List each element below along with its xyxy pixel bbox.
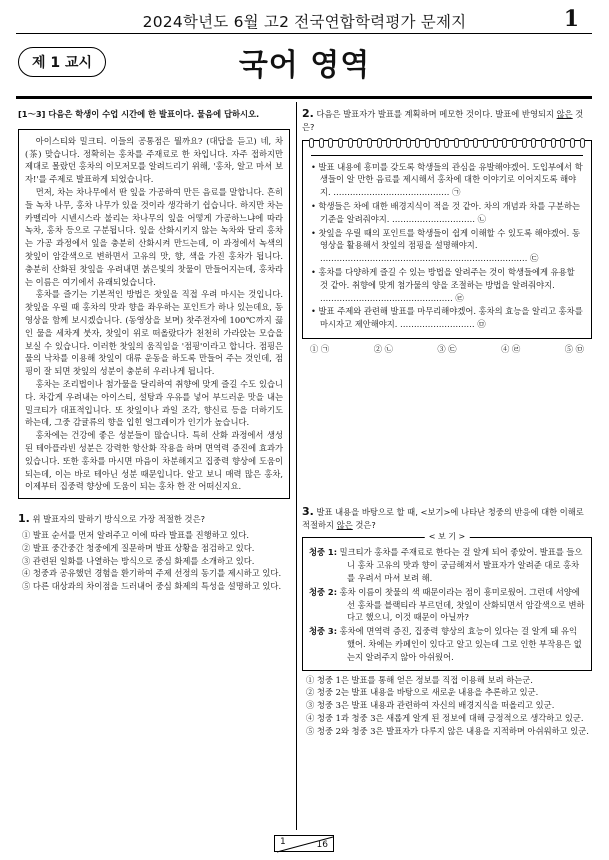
passage-box <box>18 129 290 499</box>
passage-paragraph: 홍차에는 건강에 좋은 성분들이 많습니다. 특히 산화 과정에서 생성된 테아플라빈 성분은 강력한 항산화 작용을 하며 면역력 증진에 효과가 있습니다. 또한 홍차를 마시면 마음이 차분해지고 집중력 향상에 도움이 되는데, 이는 바로 테아닌 성분 때문입니다. 알고 보니 매력 많은 홍차, 이제부터 집중력 향상에 도움이 되는 홍차 한 잔 어떠신지요. <box>25 430 283 492</box>
question-2-stem <box>302 108 592 134</box>
subject-title: 국어 영역 <box>238 48 371 83</box>
question-text: 것은? <box>302 109 584 132</box>
view-label: < 보 기 > <box>425 531 470 544</box>
left-column <box>18 108 290 593</box>
choice-2[interactable]: ② 청중 2는 발표 내용을 바탕으로 새로운 내용을 추론하고 있군. <box>306 687 539 698</box>
question-3 <box>302 506 592 738</box>
choice-3[interactable]: ③ 관련된 일화를 나열하는 방식으로 중심 화제를 소개하고 있다. <box>22 555 255 566</box>
question-text: 위 발표자의 말하기 방식으로 가장 적절한 것은? <box>32 514 205 525</box>
memo-content <box>311 155 583 331</box>
memo-item: • 찻잎을 우릴 때의 포인트를 학생들이 쉽게 이해할 수 있도록 해야겠어. 동영상을 활용해서 찻잎의 점핑을 설명해야지. ………………………………………………………………… ㉢ <box>311 227 580 264</box>
right-column <box>302 108 592 738</box>
choice-1[interactable]: ① 발표 순서를 먼저 알려주고 이에 따라 발표를 진행하고 있다. <box>22 529 250 540</box>
question-1-choices <box>18 529 290 593</box>
question-3-stem <box>302 506 592 532</box>
memo-item: • 학생들은 차에 대한 배경지식이 적을 것 같아. 차의 개념과 차를 구분하는 기준을 알려줘야지. ………………………… ㉡ <box>311 200 580 224</box>
audience-response: 청중 2: 홍차 이름이 찻물의 색 때문이라는 점이 흥미로웠어. 그런데 서양에선 홍차를 블랙티라 부르던데, 찻잎이 산화되면서 암갈색으로 변하다고 했으니, 이것 때문이 아닐까? <box>309 586 585 623</box>
choice-5[interactable]: ⑤ 청중 2와 청중 3은 발표자가 다루지 않은 내용을 지적하며 아쉬워하고 있군. <box>306 725 589 736</box>
question-text: 것은? <box>352 519 376 530</box>
column-divider <box>296 102 297 830</box>
passage-paragraph: 먼저, 차는 차나무에서 딴 잎을 가공하여 만든 음료를 말합니다. 흔히들 녹차 나무, 홍차 나무가 있을 것이라 생각하기 쉽습니다. 하지만 차는 카멜리아 시넨시스라 불리는 차나무의 잎을 어떻게 가공하느냐에 따라 녹차, 홍차 등으로 구분됩니다. 잎을 산화시키지 않는 녹차와 달리 홍차는 가공 과정에서 잎을 충분히 산화시켜 만드는데, 이 과정에서 녹색의 찻잎이 암갈색으로 변하면서 고유의 맛, 향, 색을 가진 홍차가 됩니다. 충분히 산화된 찻잎을 우려내면 붉은빛의 찻물이 만들어지는데, 홍차라는 이름은 여기에서 유래되었습니다. <box>25 186 283 287</box>
choice-1[interactable]: ① ㉠ <box>310 343 330 354</box>
spiral-binding-icon <box>309 138 585 148</box>
underlined-word: 않은 <box>556 109 573 119</box>
underlined-word: 않은 <box>336 519 353 530</box>
page-number: 1 <box>563 6 579 32</box>
audience-response: 청중 3: 홍차에 면역력 증진, 집중력 향상의 효능이 있다는 걸 알게 돼 유익했어. 차에는 카페인이 있다고 알고 있는데 그로 인한 부작용은 없는지 알려주지 않아 아쉬웠어. <box>309 626 582 662</box>
memo-marker: ㉢ <box>530 253 539 264</box>
choice-4[interactable]: ④ ㉣ <box>501 343 521 354</box>
memo-item: • 발표 내용에 흥미를 갖도록 학생들의 관심을 유발해야겠어. 도입부에서 학생들이 알 만한 음료를 제시해서 홍차에 대한 이야기로 이어지도록 해야지. …………………………………… ㉠ <box>311 161 583 198</box>
choice-2[interactable]: ② 발표 중간중간 청중에게 질문하며 발표 상황을 점검하고 있다. <box>22 542 255 553</box>
set-instruction: [1～3] 다음은 학생이 수업 시간에 한 발표이다. 물음에 답하시오. <box>18 109 260 119</box>
current-page: 1 <box>280 837 286 847</box>
choice-5[interactable]: ⑤ 다른 대상과의 차이점을 드러내어 중심 화제의 특성을 설명하고 있다. <box>22 581 282 592</box>
choice-4[interactable]: ④ 청중 1과 청중 3은 새롭게 알게 된 정보에 대해 긍정적으로 생각하고 있군. <box>306 712 584 723</box>
memo-marker: ㉣ <box>455 292 464 303</box>
memo-marker: ㉡ <box>477 213 486 224</box>
choice-3[interactable]: ③ ㉢ <box>437 343 457 354</box>
question-1 <box>18 513 290 593</box>
view-box <box>302 532 592 670</box>
exam-title: 2024학년도 6월 고2 전국연합학력평가 문제지 <box>142 13 467 31</box>
title-divider <box>16 96 592 99</box>
choice-1[interactable]: ① 청중 1은 발표를 통해 얻은 정보를 직접 이용해 보려 하는군. <box>306 674 533 685</box>
question-number: 3. <box>302 504 314 518</box>
choice-4[interactable]: ④ 청중과 공유했던 경험을 환기하여 주제 선정의 동기를 제시하고 있다. <box>22 568 282 579</box>
passage-paragraph: 아이스티와 밀크티. 이들의 공통점은 뭘까요? (대답을 듣고) 네, 차(茶) 맞습니다. 정확히는 홍차를 주재료로 한 차입니다. 자주 접하지만 제대로 몰랐던 홍차의 이모저모를 알려드리기 위해, '홍차, 알고 마셔 보자!'를 주제로 발표하게 되었습니다. <box>25 135 283 185</box>
total-pages: 16 <box>316 840 328 850</box>
memo-notebook <box>302 140 592 339</box>
memo-marker: ㉠ <box>452 187 461 198</box>
audience-response: 청중 1: 밀크티가 홍차를 주재료로 한다는 걸 알게 되어 좋았어. 발표를 들으니 홍차 고유의 맛과 향이 궁금해져서 발표자가 알려준 대로 홍차를 우려서 마셔 보려 해. <box>309 547 583 583</box>
question-1-stem <box>18 513 290 526</box>
session-badge: 제 1 교시 <box>18 47 106 77</box>
memo-item: • 홍차를 다양하게 즐길 수 있는 방법을 알려주는 것이 학생들에게 유용할 것 같아. 취향에 맞게 첨가물의 양을 조절하는 방법을 알려줘야지. ………………………………………… ㉣ <box>311 266 575 303</box>
question-text: 다음은 발표자가 발표를 계획하며 메모한 것이다. 발표에 반영되지 <box>316 109 557 119</box>
question-number: 1. <box>18 512 30 526</box>
question-number: 2. <box>302 107 314 120</box>
page-indicator <box>274 835 334 852</box>
choice-2[interactable]: ② ㉡ <box>373 343 393 354</box>
memo-marker: ㉤ <box>477 319 486 330</box>
choice-3[interactable]: ③ 청중 3은 발표 내용과 관련하여 자신의 배경지식을 떠올리고 있군. <box>306 700 555 711</box>
question-text: 발표 내용을 바탕으로 할 때, <보기>에 나타난 청중의 반응에 대한 이해로 적절하지 <box>302 506 584 530</box>
header-divider <box>16 33 592 34</box>
question-3-choices <box>302 674 592 738</box>
memo-item: • 발표 주제와 관련해 발표를 마무리해야겠어. 홍차의 효능을 알리고 홍차를 마시자고 제안해야지. ……………………… ㉤ <box>311 306 583 330</box>
passage-paragraph: 홍차는 조리법이나 첨가물을 달리하여 취향에 맞게 즐길 수도 있습니다. 차갑게 우려내는 아이스티, 설탕과 우유를 넣어 부드러운 맛을 내는 밀크티가 대표적입니다. 또 찻잎이나 과일 조각, 향신료 등을 더하기도 하는데, 그중 감귤류의 향을 입힌 얼그레이가 인기가 높습니다. <box>25 378 283 428</box>
question-2 <box>302 108 592 356</box>
choice-5[interactable]: ⑤ ㉤ <box>564 343 584 354</box>
question-2-choices <box>302 343 592 356</box>
passage-paragraph: 홍차를 즐기는 기본적인 방법은 찻잎을 직접 우려 마시는 것입니다. 찻잎을 우릴 때 홍차의 맛과 향을 좌우하는 포인트가 하나 있는데요, 동영상을 함께 보시겠습니다. (동영상을 보며) 찻주전자에 100℃까지 끓인 물을 세차게 붓자, 찻잎이 위로 떠올랐다가 천천히 가라앉는 모습을 보실 수 있습니다. 이러한 찻잎의 움직임을 '점핑'이라고 합니다. 점핑은 물의 낙차를 이용해 찻잎이 대류 운동을 하도록 만들어 주는 것인데, 점핑이 잘 되면 찻잎의 성분이 충분히 우러나게 됩니다. <box>25 289 283 377</box>
